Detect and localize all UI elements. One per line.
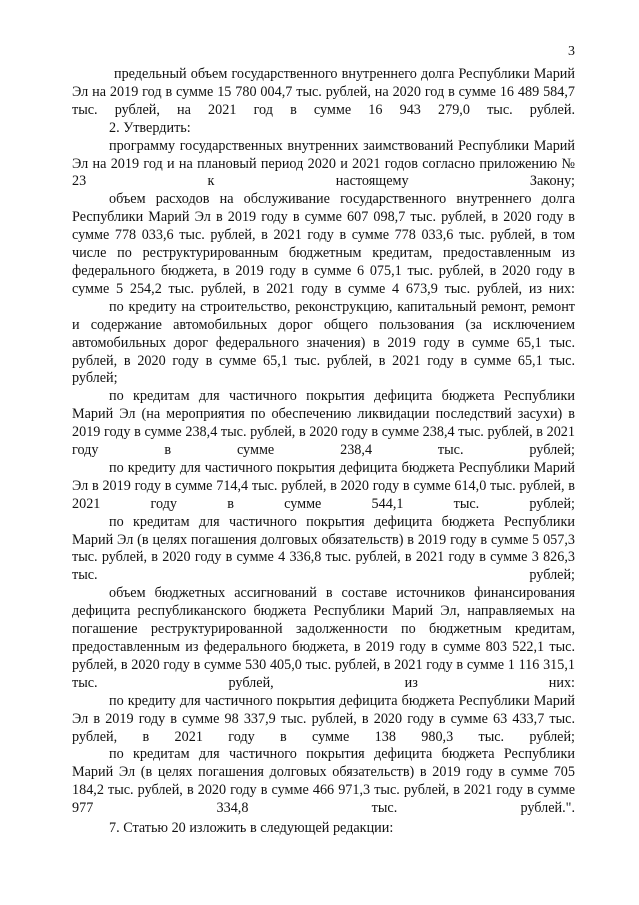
- page-number: 3: [568, 44, 575, 59]
- paragraph-debt-limit: предельный объем государственного внутреннего долга Республики Марий Эл на 2019 год в сумме 15 780 004,7 тыс. рублей, на 2020 год в сумме 16 489 584,7 тыс. рублей, на 2021 год в сумме 16 943 279,0 тыс. рублей.: [72, 66, 575, 118]
- paragraph-debt-obligations-repayment: по кредитам для частичного покрытия дефицита бюджета Республики Марий Эл (в целях погашения долговых обязательств) в 2019 году в сумме 705 184,2 тыс. рублей, в 2020 году в сумме 466 971,3 тыс. рублей, в 2021 году в сумме 977 334,8 тыс. рублей.".: [72, 746, 575, 817]
- paragraph-borrowing-program: программу государственных внутренних заимствований Республики Марий Эл на 2019 год и на плановый период 2020 и 2021 годов согласно приложению № 23 к настоящему Закону;: [72, 137, 575, 190]
- paragraph-debt-obligations-credit: по кредитам для частичного покрытия дефицита бюджета Республики Марий Эл (в целях погашения долговых обязательств) в 2019 году в сумме 5 057,3 тыс. рублей, в 2020 году в сумме 4 336,8 тыс. рублей, в 2021 году в сумме 3 826,3 тыс. рублей;: [72, 513, 575, 584]
- paragraph-deficit-credit: по кредиту для частичного покрытия дефицита бюджета Республики Марий Эл в 2019 году в сумме 714,4 тыс. рублей, в 2020 году в сумме 614,0 тыс. рублей, в 2021 году в сумме 544,1 тыс. рублей;: [72, 459, 575, 512]
- paragraph-approve-heading: 2. Утвердить:: [109, 119, 191, 136]
- paragraph-article-20: 7. Статью 20 изложить в следующей редакции:: [109, 820, 394, 837]
- paragraph-deficit-credit-repayment: по кредиту для частичного покрытия дефицита бюджета Республики Марий Эл в 2019 году в сумме 98 337,9 тыс. рублей, в 2020 году в сумме 63 433,7 тыс. рублей, в 2021 году в сумме 138 980,3 тыс. рублей;: [72, 692, 575, 745]
- paragraph-drought-credit: по кредитам для частичного покрытия дефицита бюджета Республики Марий Эл (на мероприятия по обеспечению ликвидации последствий засухи) в 2019 году в сумме 238,4 тыс. рублей, в 2020 году в сумме 238,4 тыс. рублей, в 2021 году в сумме 238,4 тыс. рублей;: [72, 388, 575, 459]
- paragraph-debt-service-expenses: объем расходов на обслуживание государственного внутреннего долга Республики Марий Эл в 2019 году в сумме 607 098,7 тыс. рублей, в 2020 году в сумме 778 033,6 тыс. рублей, в 2021 году в сумме 778 033,6 тыс. рублей, в том числе по реструктурированным бюджетным кредитам, предоставленным из федерального бюджета, в 2019 году в сумме 6 075,1 тыс. рублей, в 2020 году в сумме 5 254,2 тыс. рублей, в 2021 году в сумме 4 673,9 тыс. рублей, из них:: [72, 191, 575, 297]
- paragraph-road-credit: по кредиту на строительство, реконструкцию, капитальный ремонт, ремонт и содержание автомобильных дорог общего пользования (за исключением автомобильных дорог федерального значения) в 2019 году в сумме 65,1 тыс. рублей, в 2020 году в сумме 65,1 тыс. рублей, в 2021 году в сумме 65,1 тыс. рублей;: [72, 298, 575, 387]
- document-body: [72, 66, 575, 838]
- paragraph-budget-allocations: объем бюджетных ассигнований в составе источников финансирования дефицита республиканского бюджета Республики Марий Эл, направляемых на погашение реструктурированной задолженности по бюджетным кредитам, предоставленным из федерального бюджета, в 2019 году в сумме 803 522,1 тыс. рублей, в 2020 году в сумме 530 405,0 тыс. рублей, в 2021 году в сумме 1 116 315,1 тыс. рублей, из них:: [72, 585, 575, 691]
